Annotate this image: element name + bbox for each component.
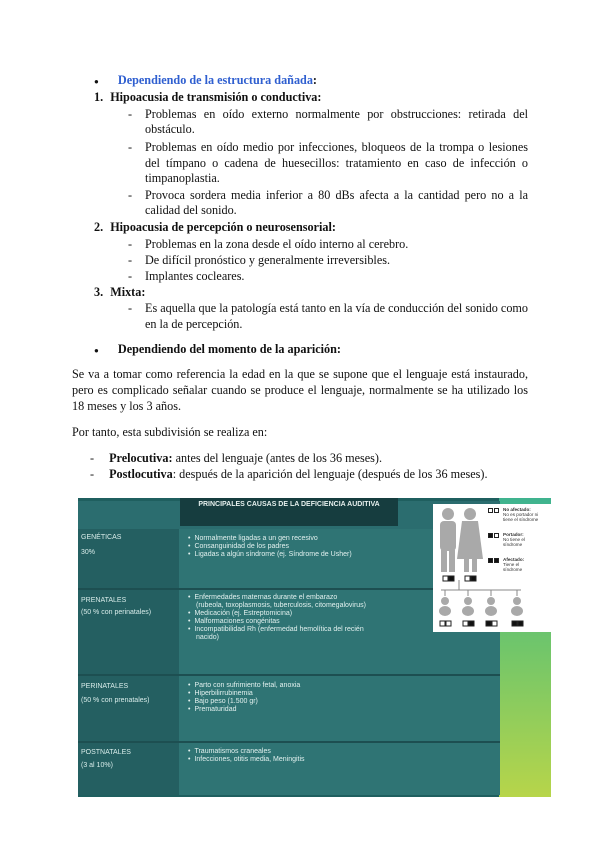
definition: : después de la aparición del lenguaje (después de los 36 meses). bbox=[172, 467, 488, 481]
item-text: en la de percepción. bbox=[145, 317, 243, 331]
dash: - bbox=[128, 301, 133, 315]
subdivision-prelocutiva bbox=[90, 450, 382, 466]
dash: - bbox=[90, 451, 95, 465]
row-label: PRENATALES bbox=[81, 597, 127, 604]
row-label: POSTNATALES bbox=[81, 749, 131, 756]
item-text: Es aquella que la patología está tanto en la vía de conducción del sonido como bbox=[145, 301, 528, 315]
legend-not-affected: No afectado: No es portador ni tiene el síndrome bbox=[503, 507, 539, 523]
list-number: 3. bbox=[94, 285, 104, 299]
row-pct: (50 % con prenatales) bbox=[81, 697, 150, 704]
cause: (rubeola, toxoplasmosis, tuberculosis, citomegalovirus) bbox=[196, 602, 367, 609]
section-heading-structure bbox=[94, 72, 317, 90]
cause: • Enfermedades maternas durante el embarazo bbox=[188, 594, 366, 602]
pedigree-drawing bbox=[433, 504, 551, 632]
cause: • Traumatismos craneales bbox=[188, 748, 305, 756]
row-label: PERINATALES bbox=[81, 683, 129, 690]
paragraph-line: 18 meses y los 3 años. bbox=[72, 399, 182, 413]
row-perinatales bbox=[78, 676, 500, 741]
dash: - bbox=[128, 237, 133, 251]
cause: • Parto con sufrimiento fetal, anoxia bbox=[188, 682, 300, 690]
paragraph-line: pero es complicado señalar cuando se produce el lenguaje, normalmente se ha utilizado los bbox=[72, 383, 528, 397]
dash: - bbox=[128, 253, 133, 267]
cause: • Malformaciones congénitas bbox=[188, 618, 366, 626]
row-label: GENÉTICAS bbox=[81, 534, 122, 541]
cause: • Bajo peso (1.500 gr) bbox=[188, 698, 300, 706]
item-text: Problemas en oído medio por infecciones, bloqueos de la trompa o lesiones bbox=[145, 140, 528, 154]
row-pct: (3 al 10%) bbox=[81, 762, 113, 769]
dash: - bbox=[128, 140, 133, 154]
list-item-1-title bbox=[94, 89, 321, 105]
cause: nacido) bbox=[196, 634, 219, 641]
row-items bbox=[188, 594, 366, 642]
legend-affected: Afectado: Tiene el síndrome bbox=[503, 557, 525, 573]
colon: : bbox=[312, 73, 317, 87]
dash: - bbox=[128, 269, 133, 283]
row-items bbox=[188, 682, 300, 714]
paragraph-line: Se va a tomar como referencia la edad en la que se supone que el lenguaje está instaurado, bbox=[72, 367, 528, 381]
section-title-structure: Dependiendo de la estructura dañada bbox=[117, 73, 313, 87]
list-number: 1. bbox=[94, 90, 104, 104]
cause: • Normalmente ligadas a un gen recesivo bbox=[188, 535, 352, 543]
list-title: Hipoacusia de transmisión o conductiva: bbox=[110, 90, 322, 104]
section-title-moment: Dependiendo del momento de la aparición: bbox=[117, 342, 341, 356]
term: Prelocutiva: bbox=[109, 451, 173, 465]
row-postnatales bbox=[78, 743, 500, 795]
dash: - bbox=[90, 467, 95, 481]
bullet: ● bbox=[94, 77, 99, 86]
dash: - bbox=[128, 107, 133, 121]
list-title: Hipoacusia de percepción o neurosensorial: bbox=[110, 220, 336, 234]
row-items bbox=[188, 535, 352, 559]
cause: • Infecciones, otitis media, Meningitis bbox=[188, 756, 305, 764]
section-heading-moment bbox=[94, 341, 341, 359]
list-title: Mixta: bbox=[110, 285, 146, 299]
dash: - bbox=[128, 188, 133, 202]
cause: • Prematuridad bbox=[188, 706, 300, 714]
item-text: Problemas en oído externo normalmente por obstrucciones: retirada del bbox=[145, 107, 528, 121]
cause: • Consanguinidad de los padres bbox=[188, 543, 352, 551]
list-item-2-title bbox=[94, 219, 336, 235]
row-pct: 30% bbox=[81, 549, 96, 556]
item-text: De difícil pronóstico y generalmente irreversibles. bbox=[145, 253, 391, 267]
term: Postlocutiva bbox=[109, 467, 173, 481]
cause: • Hiperbilirrubinemia bbox=[188, 690, 300, 698]
row-items bbox=[188, 748, 305, 764]
item-text: obstáculo. bbox=[145, 122, 195, 136]
item-text: Problemas en la zona desde el oído interno al cerebro. bbox=[145, 237, 409, 251]
item-text: timpanoplastia. bbox=[145, 171, 220, 185]
cause: • Ligadas a algún síndrome (ej. Síndrome de Usher) bbox=[188, 551, 352, 559]
cause: • Medicación (ej. Estreptomicina) bbox=[188, 610, 366, 618]
cause: • Incompatibilidad Rh (enfermedad hemolítica del recién bbox=[188, 626, 366, 634]
item-text: calidad del sonido. bbox=[145, 203, 237, 217]
inheritance-pedigree bbox=[433, 504, 551, 632]
list-item-3-title bbox=[94, 284, 145, 300]
causes-figure bbox=[78, 498, 551, 797]
row-pct: (50 % con perinatales) bbox=[81, 609, 152, 616]
item-text: Implantes cocleares. bbox=[145, 269, 245, 283]
legend-carrier: Portador: No tiene el síndrome bbox=[503, 532, 525, 548]
item-text: Provoca sordera media inferior a 80 dBs afecta a la cantidad pero no a la bbox=[145, 188, 528, 202]
figure-title: PRINCIPALES CAUSAS DE LA DEFICIENCIA AUDITIVA bbox=[180, 498, 398, 526]
item-text: del tímpano o cadena de huesecillos: tratamiento en caso de infección o bbox=[145, 156, 528, 170]
bullet: ● bbox=[94, 346, 99, 355]
definition: antes del lenguaje (antes de los 36 meses). bbox=[172, 451, 383, 465]
subdivision-postlocutiva bbox=[90, 466, 488, 482]
list-number: 2. bbox=[94, 220, 104, 234]
paragraph-line: Por tanto, esta subdivisión se realiza en: bbox=[72, 425, 268, 439]
